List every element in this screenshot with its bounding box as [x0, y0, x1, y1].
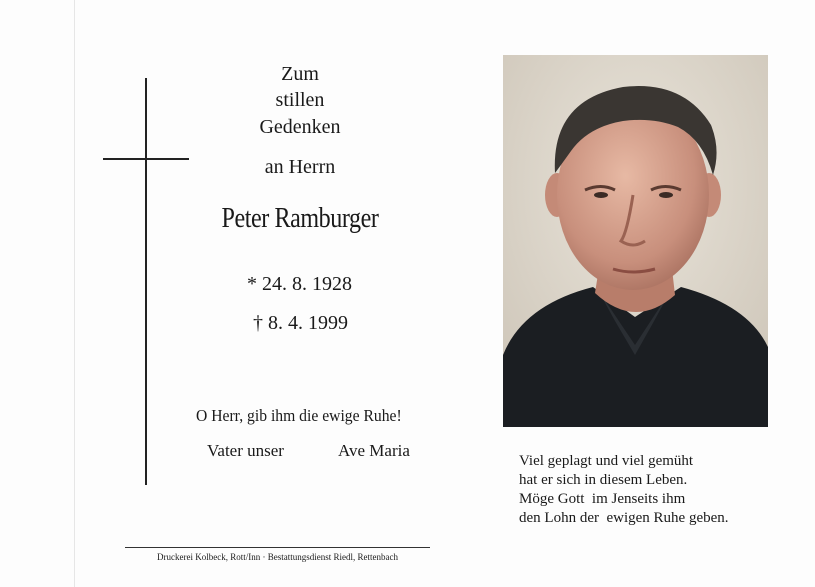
deceased-name: Peter Ramburger [221, 203, 379, 234]
prayer-line: O Herr, gib ihm die ewige Ruhe! [196, 406, 402, 425]
poem-line: Viel geplagt und viel gemüht [519, 453, 694, 469]
death-date: † 8. 4. 1999 [253, 312, 348, 334]
heading-line-1: Zum [281, 63, 319, 85]
poem [519, 452, 729, 528]
poem-line: den Lohn der ewigen Ruhe geben. [519, 510, 729, 526]
card-edge [74, 0, 75, 587]
printer-credit: Druckerei Kolbeck, Rott/Inn · Bestattungsdienst Riedl, Rettenbach [157, 552, 398, 562]
portrait-illustration [503, 55, 768, 427]
prayer-vater-unser: Vater unser [207, 441, 284, 460]
heading-line-2: stillen [275, 89, 325, 111]
prayer-ave-maria: Ave Maria [338, 441, 410, 460]
birth-date: * 24. 8. 1928 [247, 273, 352, 295]
heading-line-3: Gedenken [259, 116, 341, 138]
poem-line: Möge Gott im Jenseits ihm [519, 491, 686, 507]
poem-line: hat er sich in diesem Leben. [519, 472, 688, 488]
cross-horizontal-bar [103, 158, 189, 160]
portrait-photo [503, 55, 768, 427]
cross-vertical-bar [145, 78, 147, 485]
printer-divider [125, 547, 430, 548]
heading-line-4: an Herrn [264, 156, 336, 178]
